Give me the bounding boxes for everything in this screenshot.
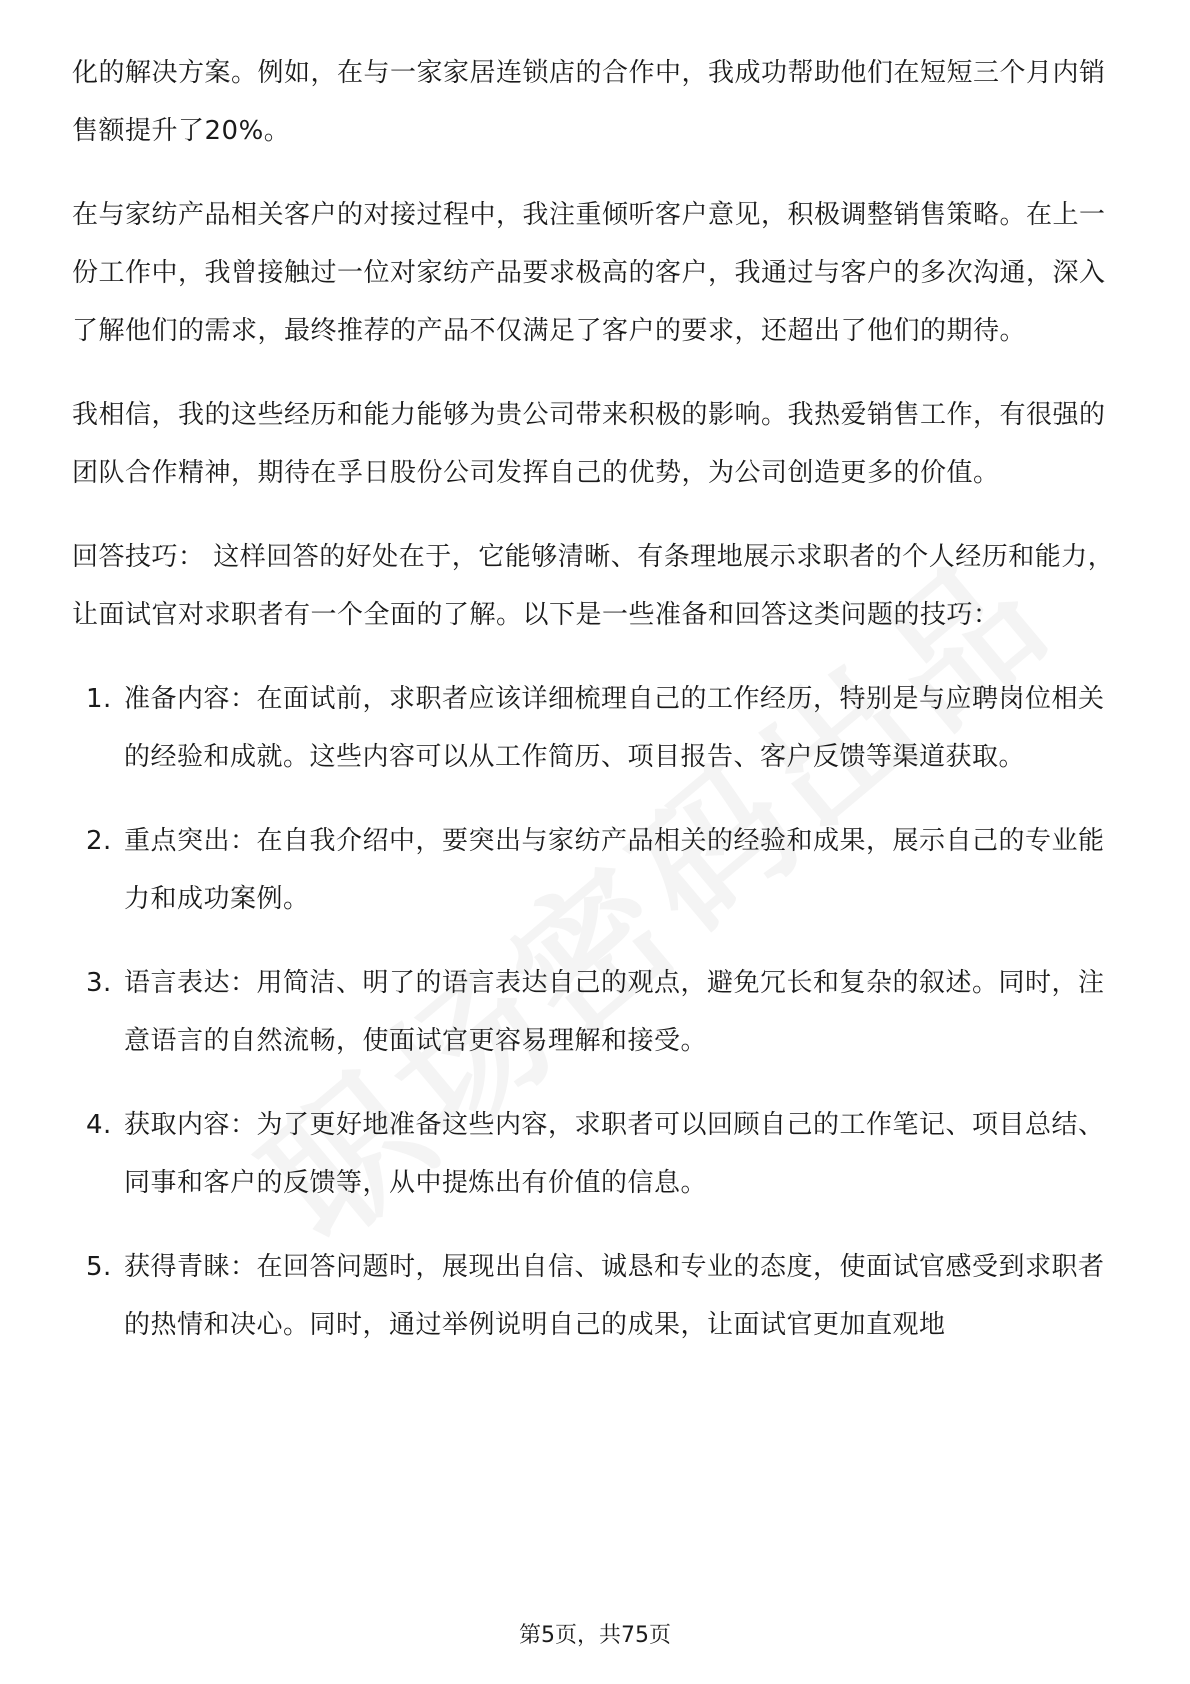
list-item-text: 语言表达：用简洁、明了的语言表达自己的观点，避免冗长和复杂的叙述。同时，注意语言的自然流畅，使面试官更容易理解和接受。 <box>124 968 1105 1056</box>
list-item-text: 获取内容：为了更好地准备这些内容，求职者可以回顾自己的工作笔记、项目总结、同事和客户的反馈等，从中提炼出有价值的信息。 <box>124 1110 1105 1198</box>
list-item-number: 5. <box>86 1252 112 1282</box>
list-item-text: 获得青睐：在回答问题时，展现出自信、诚恳和专业的态度，使面试官感受到求职者的热情和决心。同时，通过举例说明自己的成果，让面试官更加直观地 <box>124 1252 1105 1340</box>
paragraph-1: 化的解决方案。例如，在与一家家居连锁店的合作中，我成功帮助他们在短短三个月内销售额提升了20%。 <box>72 58 1106 146</box>
list-item <box>72 1238 1122 1354</box>
list-item-text: 准备内容：在面试前，求职者应该详细梳理自己的工作经历，特别是与应聘岗位相关的经验和成就。这些内容可以从工作简历、项目报告、客户反馈等渠道获取。 <box>124 684 1105 772</box>
paragraph-3: 我相信，我的这些经历和能力能够为贵公司带来积极的影响。我热爱销售工作，有很强的团队合作精神，期待在孚日股份公司发挥自己的优势，为公司创造更多的价值。 <box>72 400 1106 488</box>
list-item-number: 3. <box>86 968 112 998</box>
list-item <box>72 670 1122 786</box>
list-item-number: 2. <box>86 826 112 856</box>
tips-list <box>72 670 1122 1354</box>
page-footer: 第5页，共75页 <box>519 1623 671 1648</box>
list-item <box>72 954 1122 1070</box>
list-item-number: 1. <box>86 684 112 714</box>
list-item-text: 重点突出：在自我介绍中，要突出与家纺产品相关的经验和成果，展示自己的专业能力和成功案例。 <box>124 826 1105 914</box>
list-item <box>72 812 1122 928</box>
list-item <box>72 1096 1122 1212</box>
paragraph-answer-tips: 回答技巧： 这样回答的好处在于，它能够清晰、有条理地展示求职者的个人经历和能力，让面试官对求职者有一个全面的了解。以下是一些准备和回答这类问题的技巧： <box>72 542 1115 630</box>
paragraph-2: 在与家纺产品相关客户的对接过程中，我注重倾听客户意见，积极调整销售策略。在上一份工作中，我曾接触过一位对家纺产品要求极高的客户，我通过与客户的多次沟通，深入了解他们的需求，最终推荐的产品不仅满足了客户的要求，还超出了他们的期待。 <box>72 200 1106 346</box>
list-item-number: 4. <box>86 1110 112 1140</box>
page-content <box>72 44 1122 1380</box>
